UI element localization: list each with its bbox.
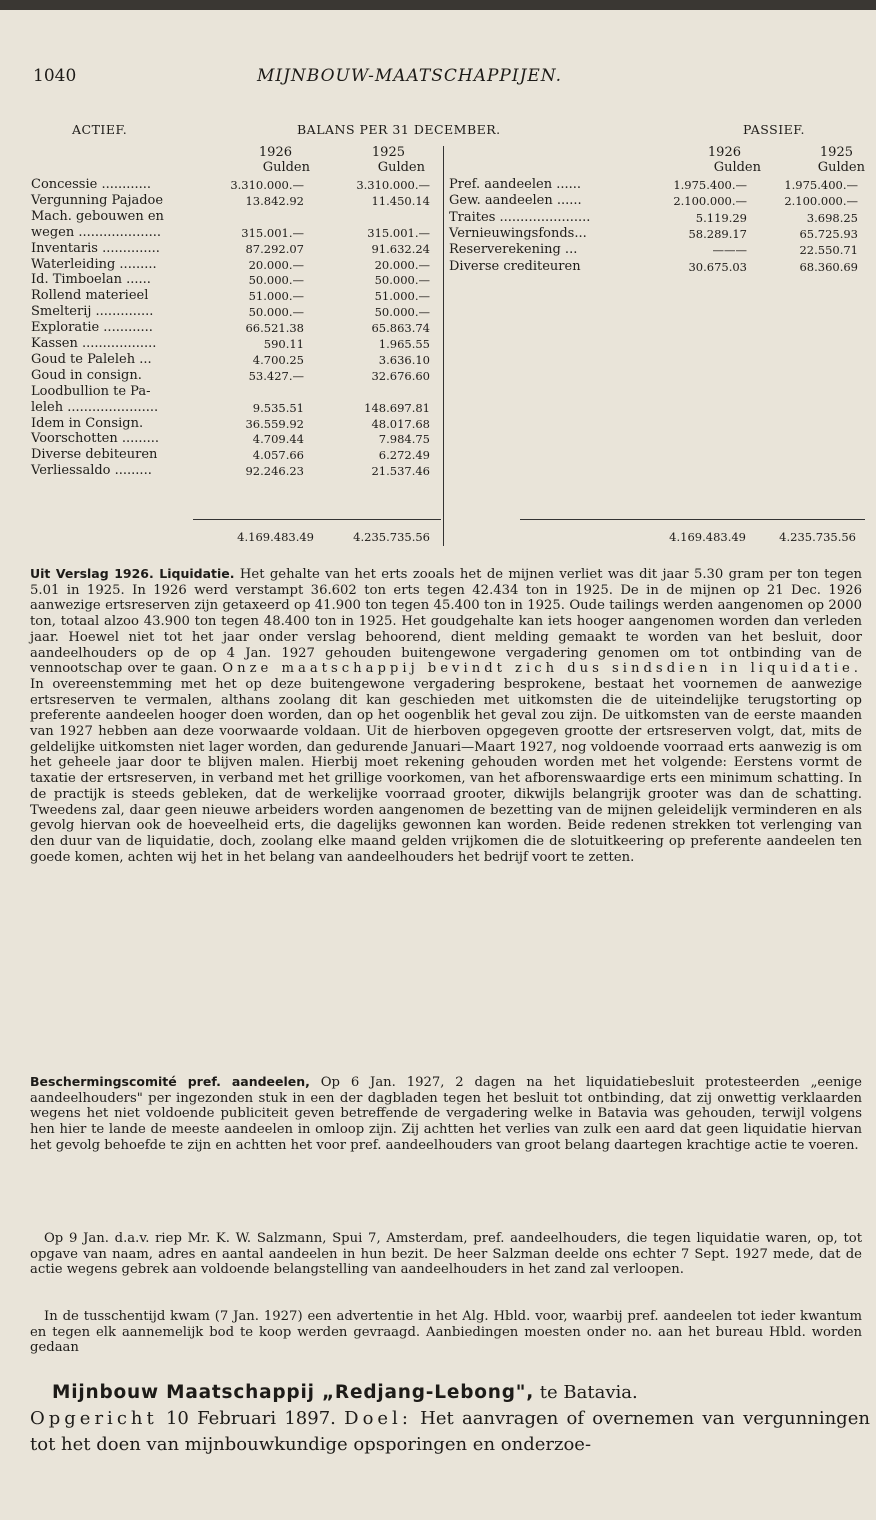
balance-row (31, 385, 441, 399)
passief-total-1926: 4.169.483.49 (669, 530, 746, 544)
value-1925: 48.017.68 (371, 416, 430, 431)
actief-1926-header (220, 145, 310, 175)
balance-row (449, 227, 869, 241)
value-1925: 3.636.10 (378, 352, 430, 367)
balance-row (449, 211, 869, 225)
balance-row (31, 194, 441, 208)
value-1926: 66.521.38 (245, 321, 304, 336)
value-1925: 91.632.24 (371, 241, 430, 256)
row-label: Gew. aandeelen ...... (449, 193, 582, 209)
value-1925: 50.000.— (374, 305, 430, 320)
row-label: Diverse crediteuren (449, 258, 581, 274)
value-1926: 50.000.— (248, 305, 304, 320)
value-1925: 7.984.75 (378, 432, 430, 447)
comite-paragraph (30, 1074, 862, 1154)
actief-1925-header (330, 145, 425, 175)
value-1926: 4.057.66 (252, 448, 304, 463)
balance-row (449, 260, 869, 274)
year-label: 1925 (819, 145, 853, 160)
row-label: Vernieuwingsfonds... (449, 225, 587, 241)
balance-row (31, 464, 441, 478)
actief-total-1925: 4.235.735.56 (353, 530, 430, 544)
row-label: Kassen .................. (31, 336, 157, 351)
balance-divider (443, 146, 444, 546)
unit-label: Gulden (262, 160, 310, 175)
founded-label: Opgericht (30, 1408, 158, 1429)
value-1925: 6.272.49 (378, 448, 430, 463)
row-label: Diverse debiteuren (31, 447, 158, 463)
value-1926: 30.675.03 (688, 259, 747, 274)
balance-row (31, 448, 441, 462)
value-1926: 3.310.000.— (230, 178, 304, 192)
row-label: Mach. gebouwen en (31, 208, 164, 224)
balance-row (449, 243, 869, 257)
row-label: Voorschotten ......... (31, 431, 160, 447)
value-1926: 50.000.— (248, 273, 304, 288)
value-1926: ——— (712, 243, 747, 258)
comite-paragraph-3: In de tusschentijd kwam (7 Jan. 1927) een advertentie in het Alg. Hbld. voor, waarbij pref. aandeelen tot ieder kwantum en tegen elk aannemelijk bod te koop werden gevraagd. Aanbiedingen moesten onder no. aan het bureau Hbld. worden gedaan (30, 1309, 862, 1356)
row-label: Traites ...................... (449, 209, 591, 225)
row-label: Loodbullion te Pa- (31, 383, 151, 399)
passief-total-1925: 4.235.735.56 (779, 530, 856, 544)
comite-heading: Beschermingscomité pref. aandeelen, (30, 1074, 310, 1089)
balance-row (31, 210, 441, 224)
unit-label: Gulden (817, 160, 865, 175)
verslag-paragraph (30, 566, 862, 865)
year-label: 1925 (371, 145, 405, 160)
row-label: Goud te Paleleh ... (31, 351, 152, 367)
comite-text-1: Op 6 Jan. 1927, 2 dagen na het liquidatiebesluit protesteerden „eenige aandeelhouders" per ingezonden stuk in een der dagbladen tegen het besluit tot ontbinding, dat zij onwettig verklaarden wegens het niet voldoende publiciteit geven betreffende de vergadering welke in Batavia was gehouden, terwijl volgens hen hier te lande de meeste aandeelen in omloop zijn. Zij achtten het verlies van zulk een aard dat geen liquidatie hiervan het gevolg behoefde te zijn en achtten het voor pref. aandeelhouders van groot belang daartegen krachtige actie te voeren. (30, 1075, 862, 1153)
row-label: leleh ...................... (31, 399, 159, 415)
value-1926: 315.001.— (241, 225, 304, 240)
verslag-heading: Uit Verslag 1926. Liquidatie. (30, 566, 235, 581)
row-label: Idem in Consign. (31, 415, 144, 431)
value-1925: 1.965.55 (378, 337, 430, 351)
year-label: 1926 (258, 145, 292, 160)
balance-row (31, 305, 441, 319)
balance-row (31, 353, 441, 367)
value-1926: 92.246.23 (245, 464, 304, 479)
value-1926: 87.292.07 (245, 241, 304, 256)
balance-row (31, 321, 441, 335)
balance-row (31, 337, 441, 351)
year-label: 1926 (707, 145, 741, 160)
value-1926: 4.709.44 (252, 432, 304, 447)
value-1925: 21.537.46 (371, 464, 430, 479)
verslag-text: Het gehalte van het erts zooals het de mijnen verliet was dit jaar 5.30 gram per ton tegen 5.01 in 1925. In 1926 werd verstampt 36.602 ton erts tegen 42.434 ton in 1925. De in de mijnen op 21 Dec. 1926 aanwezige ertsreserven zijn getaxeerd op 41.900 ton tegen 45.400 ton in 1925. Oude tailings werden aangenomen op 2000 ton, totaal alzoo 43.900 ton tegen 48.400 ton in 1925. Het goudgehalte kan iets hooger aangenomen worden dan verleden jaar. Hoewel niet tot het jaar onder verslag behoorend, dient melding gemaakt te worden van het besluit, door aandeelhouders op de op 4 Jan. 1927 gehouden buitengewone vergadering genomen om tot ontbinding van de vennootschap over te gaan. (30, 567, 862, 677)
value-1925: 65.725.93 (799, 226, 858, 241)
actief-label: ACTIEF. (72, 122, 128, 137)
page-number: 1040 (33, 66, 77, 86)
unit-label: Gulden (713, 160, 761, 175)
value-1925: 20.000.— (374, 257, 430, 272)
value-1925: 1.975.400.— (784, 178, 858, 192)
value-1926: 2.100.000.— (673, 194, 747, 209)
value-1926: 20.000.— (248, 257, 304, 272)
value-1926: 590.11 (263, 337, 304, 351)
founded-date: 10 Februari 1897. (165, 1408, 336, 1429)
balance-row (31, 273, 441, 287)
value-1926: 53.427.— (248, 368, 304, 383)
balance-row (31, 417, 441, 431)
value-1925: 65.863.74 (371, 321, 430, 336)
balance-row (31, 432, 441, 446)
balance-row (31, 401, 441, 415)
value-1926: 51.000.— (248, 289, 304, 304)
row-label: Rollend materieel (31, 288, 149, 304)
balance-row (31, 369, 441, 383)
value-1925: 315.001.— (367, 225, 430, 240)
row-label: Vergunning Pajadoe (31, 192, 164, 208)
page-top-edge (0, 0, 876, 10)
value-1926: 9.535.51 (252, 400, 304, 415)
value-1925: 51.000.— (374, 289, 430, 304)
value-1925: 50.000.— (374, 273, 430, 288)
row-label: wegen .................... (31, 224, 161, 240)
value-1926: 58.289.17 (688, 226, 747, 241)
row-label: Smelterij .............. (31, 304, 154, 320)
value-1925: 2.100.000.— (784, 194, 858, 209)
row-label: Verliessaldo ......... (31, 463, 152, 479)
balance-row (31, 289, 441, 303)
purpose-text: Het aanvragen of overnemen van vergunningen tot het doen van mijnbouwkundige opsporingen en onderzoe- (30, 1408, 870, 1455)
value-1925: 68.360.69 (799, 259, 858, 274)
balance-title: BALANS PER 31 DECEMBER. (297, 122, 501, 137)
row-label: Goud in consign. (31, 367, 142, 383)
company-entry (30, 1380, 870, 1458)
value-1925: 148.697.81 (364, 400, 430, 415)
passief-label: PASSIEF. (743, 122, 805, 137)
running-title: MIJNBOUW-MAATSCHAPPIJEN. (257, 66, 562, 86)
actief-total-rule (193, 519, 441, 520)
balance-row (31, 242, 441, 256)
passief-total-rule (520, 519, 865, 520)
verslag-text-continued: In overeenstemming met het op deze buitengewone vergadering besprokene, bestaat het voornemen de aanwezige ertsreserven te vermalen, althans zoolang dit kan geschieden met uitkomsten die de uiteindelijke terugstorting op preferente aandeelen hooger doen worden, dan op het oogenblik het geval zou zijn. De uitkomsten van de eerste maanden van 1927 hebben aan deze voorwaarde voldaan. Uit de hierboven opgegeven grootte der ertsreserven volgt, dat, mits de geldelijke uitkomsten niet lager worden, dan gedurende Januari—Maart 1927, nog voldoende voorraad erts aanwezig is om het geheele jaar door te blijven malen. Hierbij moet rekening gehouden worden met het volgende: Eerstens vormt de taxatie der ertsreserven, in verband met het grillige voorkomen, van het afborenswaardige erts een minimum schatting. In de practijk is steeds gebleken, dat de werkelijke voorraad grooter, dikwijls belangrijk grooter was dan de schatting. Tweedens zal, daar geen nieuwe arbeiders worden aangenomen de bezetting van de mijnen geleidelijk verminderen en als gevolg hiervan ook de hoeveelheid erts, die dagelijks gewonnen kan worden. Beide redenen strekken tot verlenging van den duur van de liquidatie, doch, zoolang elke maand gelden vrijkomen die de slotuitkeering op preferente aandeelen ten goede komen, achten wij het in het belang van aandeelhouders het bedrijf voort te zetten. (30, 676, 862, 865)
passief-1926-header (666, 145, 761, 175)
value-1925: 11.450.14 (371, 193, 430, 208)
balance-row (31, 258, 441, 272)
balance-row (31, 226, 441, 240)
row-label: Waterleiding ......... (31, 256, 157, 272)
value-1926: 4.700.25 (252, 352, 304, 367)
balance-row (31, 178, 441, 192)
value-1925: 3.310.000.— (356, 178, 430, 192)
value-1925: 3.698.25 (806, 210, 858, 225)
value-1925: 22.550.71 (799, 243, 858, 258)
liquidation-sentence: Onze maatschappij bevindt zich dus sindsdien in liquidatie. (222, 661, 862, 677)
row-label: Pref. aandeelen ...... (449, 177, 581, 192)
balance-row (449, 194, 869, 208)
comite-paragraph-2: Op 9 Jan. d.a.v. riep Mr. K. W. Salzmann, Spui 7, Amsterdam, pref. aandeelhouders, die tegen liquidatie waren, op, tot opgave van naam, adres en aantal aandeelen in hun bezit. De heer Salzman deelde ons echter 7 Sept. 1927 mede, dat de actie wegens gebrek aan voldoende belangstelling van aandeelhouders in het zand zal verloopen. (30, 1231, 862, 1278)
value-1926: 1.975.400.— (673, 178, 747, 192)
row-label: Concessie ............ (31, 177, 152, 192)
row-label: Inventaris .............. (31, 240, 160, 256)
row-label: Exploratie ............ (31, 320, 153, 336)
value-1926: 36.559.92 (245, 416, 304, 431)
purpose-label: Doel: (344, 1408, 412, 1429)
unit-label: Gulden (377, 160, 425, 175)
company-name: Mijnbouw Maatschappij „Redjang-Lebong", (52, 1382, 535, 1403)
value-1926: 5.119.29 (695, 210, 747, 225)
row-label: Id. Timboelan ...... (31, 272, 151, 288)
company-location: te Batavia. (539, 1382, 638, 1403)
passief-1925-header (770, 145, 865, 175)
row-label: Reserverekening ... (449, 242, 578, 258)
value-1925: 32.676.60 (371, 368, 430, 383)
value-1926: 13.842.92 (245, 193, 304, 208)
actief-total-1926: 4.169.483.49 (237, 530, 314, 544)
balance-row (449, 178, 869, 192)
